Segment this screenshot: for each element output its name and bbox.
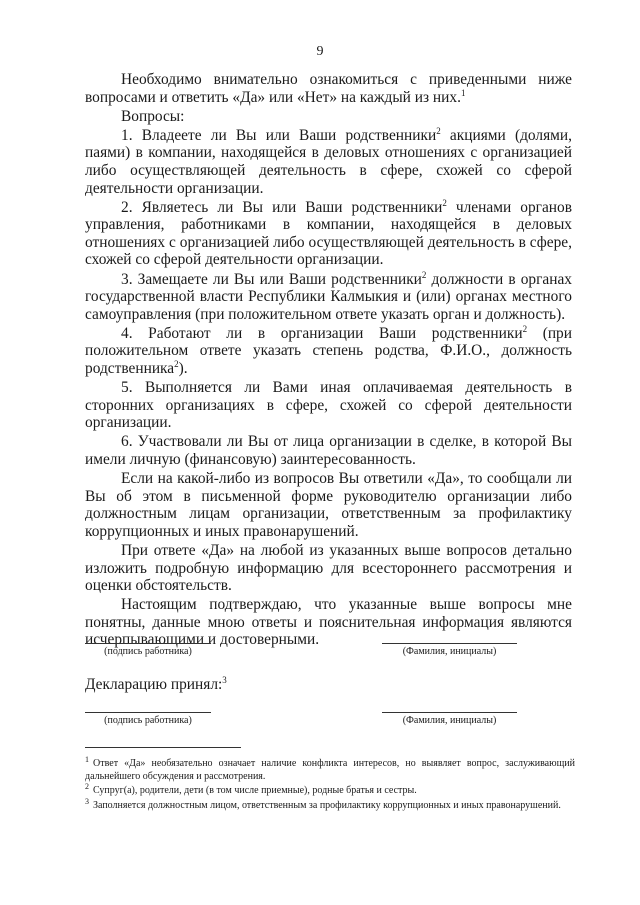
employee-signature-block [85, 643, 211, 657]
question-2: 2. Являетесь ли Вы или Ваши родственники$^2$ членами органов управления, работниками в компании, находящейся в деловых отношениях с организацией либо осуществляющей деятельность в сфере, схожей со сферой деятельности организации. [85, 197, 572, 269]
declaration-body [85, 71, 572, 651]
question-6: 6. Участвовали ли Вы от лица организации в сделке, в которой Вы имели личную (финансовую) заинтересованность. [85, 433, 572, 468]
question-4: 4. Работают ли в организации Ваши родственники$^2$ (при положительном ответе указать степень родства, Ф.И.О., должность родственника$^2$). [85, 323, 572, 377]
question-5: 5. Выполняется ли Вами иная оплачиваемая деятельность в сторонних организациях в сфере, схожей со сферой деятельности организации. [85, 379, 572, 432]
receiver-signature-block [85, 712, 211, 726]
receiver-signature-caption: (подпись работника) [104, 715, 192, 726]
intro-paragraph: Необходимо внимательно ознакомиться с приведенными ниже вопросами и ответить «Да» или «Нет» на каждый из них.$^1$ [85, 71, 572, 106]
footnote-separator [85, 747, 241, 748]
declaration-accepted-label: Декларацию принял:$^3$ [85, 674, 227, 693]
footnote-2: 2 Супруг(а), родители, дети (в том числе приемные), родные братья и сестры. [85, 781, 417, 796]
employee-signature-line [85, 643, 211, 644]
question-3: 3. Замещаете ли Вы или Ваши родственники$^2$ должности в органах государственной власти Республики Калмыкия и (или) органах местного самоуправления (при положительном ответе указать орган и должность). [85, 269, 572, 323]
receiver-signature-line [85, 712, 211, 713]
reporting-paragraph: Если на какой-либо из вопросов Вы ответили «Да», то сообщали ли Вы об этом в письменной форме руководителю организации либо должностным лицам организации, ответственным за профилактику коррупционных и иных правонарушений. [85, 470, 572, 540]
question-1: 1. Владеете ли Вы или Ваши родственники$^2$ акциями (долями, паями) в компании, находящейся в деловых отношениях с организацией либо осуществляющей деятельность в сфере, схожей со сферой деятельности организации. [85, 125, 572, 197]
questions-heading: Вопросы: [121, 107, 185, 125]
employee-signature-caption: (подпись работника) [104, 646, 192, 657]
details-paragraph: При ответе «Да» на любой из указанных выше вопросов детально изложить подробную информацию для всестороннего рассмотрения и оценки обстоятельств. [85, 541, 572, 595]
receiver-name-line [382, 712, 517, 713]
name-block [382, 643, 517, 657]
receiver-name-caption: (Фамилия, инициалы) [402, 715, 497, 726]
footnote-3: 3 Заполняется должностным лицом, ответственным за профилактику коррупционных и иных правонарушений. [85, 796, 561, 811]
name-caption: (Фамилия, инициалы) [402, 646, 497, 657]
receiver-name-block [382, 712, 517, 726]
footnote-1: 1 Ответ «Да» необязательно означает наличие конфликта интересов, но выявляет вопрос, заслуживающий дальнейшего обсуждения и рассмотрения. [85, 754, 575, 782]
name-line [382, 643, 517, 644]
confirmation-paragraph: Настоящим подтверждаю, что указанные выше вопросы мне понятны, данные мною ответы и пояснительная информация являются исчерпывающими и достоверными. [85, 596, 572, 649]
page-number: 9 [316, 44, 324, 59]
